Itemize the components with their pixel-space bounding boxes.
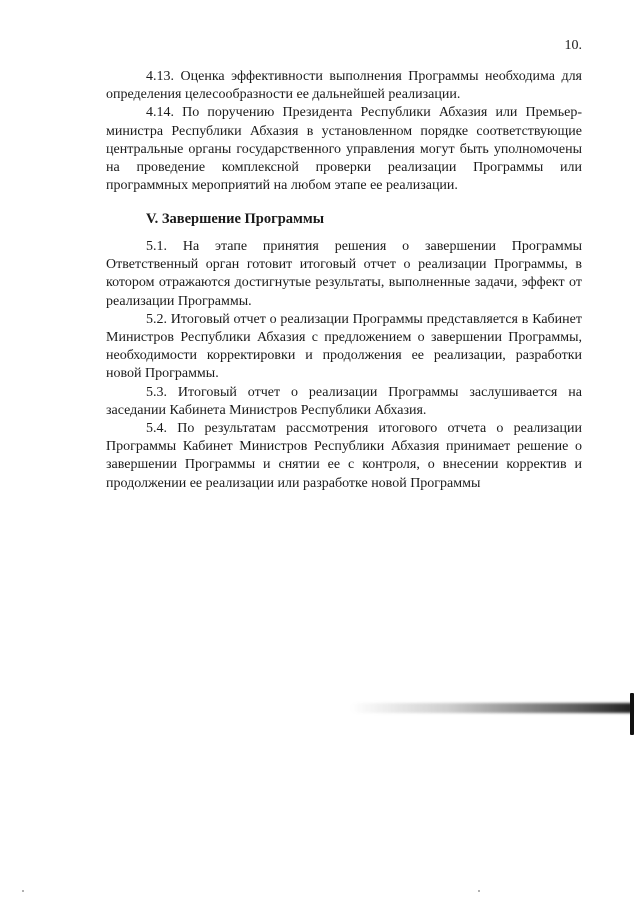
paragraph-5-3: 5.3. Итоговый отчет о реализации Программы заслушивается на заседании Кабинета Министров Республики Абхазия. <box>106 384 582 418</box>
paragraph-4-14: 4.14. По поручению Президента Республики Абхазия или Премьер-министра Республики Абхазия в установленном порядке соответствующие центральные органы государственного управления могут быть уполномочены на проведение комплексной проверки реализации Программы или программных мероприятий на любом этапе ее реализации. <box>106 105 582 194</box>
paragraph-5-2: 5.2. Итоговый отчет о реализации Программы представляется в Кабинет Министров Республики Абхазия с предложением о завершении Программы, необходимости корректировки и продолжения ее реализации, разработки новой Программы. <box>106 311 582 382</box>
paragraph-5-4: 5.4. По результатам рассмотрения итогового отчета о реализации Программы Кабинет Министров Республики Абхазия принимает решение о завершении Программы и снятии ее с контроля, о внесении корректив и продолжении ее реализации или разработке новой Программы <box>106 421 582 491</box>
scan-artifact-streak <box>350 703 632 713</box>
page-number: 10. <box>564 38 582 53</box>
paragraphs-section-4 <box>106 68 582 195</box>
paragraph-4-13: 4.13. Оценка эффективности выполнения Программы необходима для определения целесообразности ее дальнейшей реализации. <box>106 69 582 103</box>
paragraphs-section-5 <box>106 238 582 493</box>
section-heading: V. Завершение Программы <box>146 211 325 227</box>
scan-speck <box>22 890 24 892</box>
scan-speck <box>478 890 480 892</box>
scan-artifact-edge <box>630 693 634 735</box>
paragraph-5-1: 5.1. На этапе принятия решения о завершении Программы Ответственный орган готовит итоговый отчет о реализации Программы, в котором отражаются достигнутые результаты, выполненные задачи, эффект от реализации Программы. <box>106 239 582 309</box>
